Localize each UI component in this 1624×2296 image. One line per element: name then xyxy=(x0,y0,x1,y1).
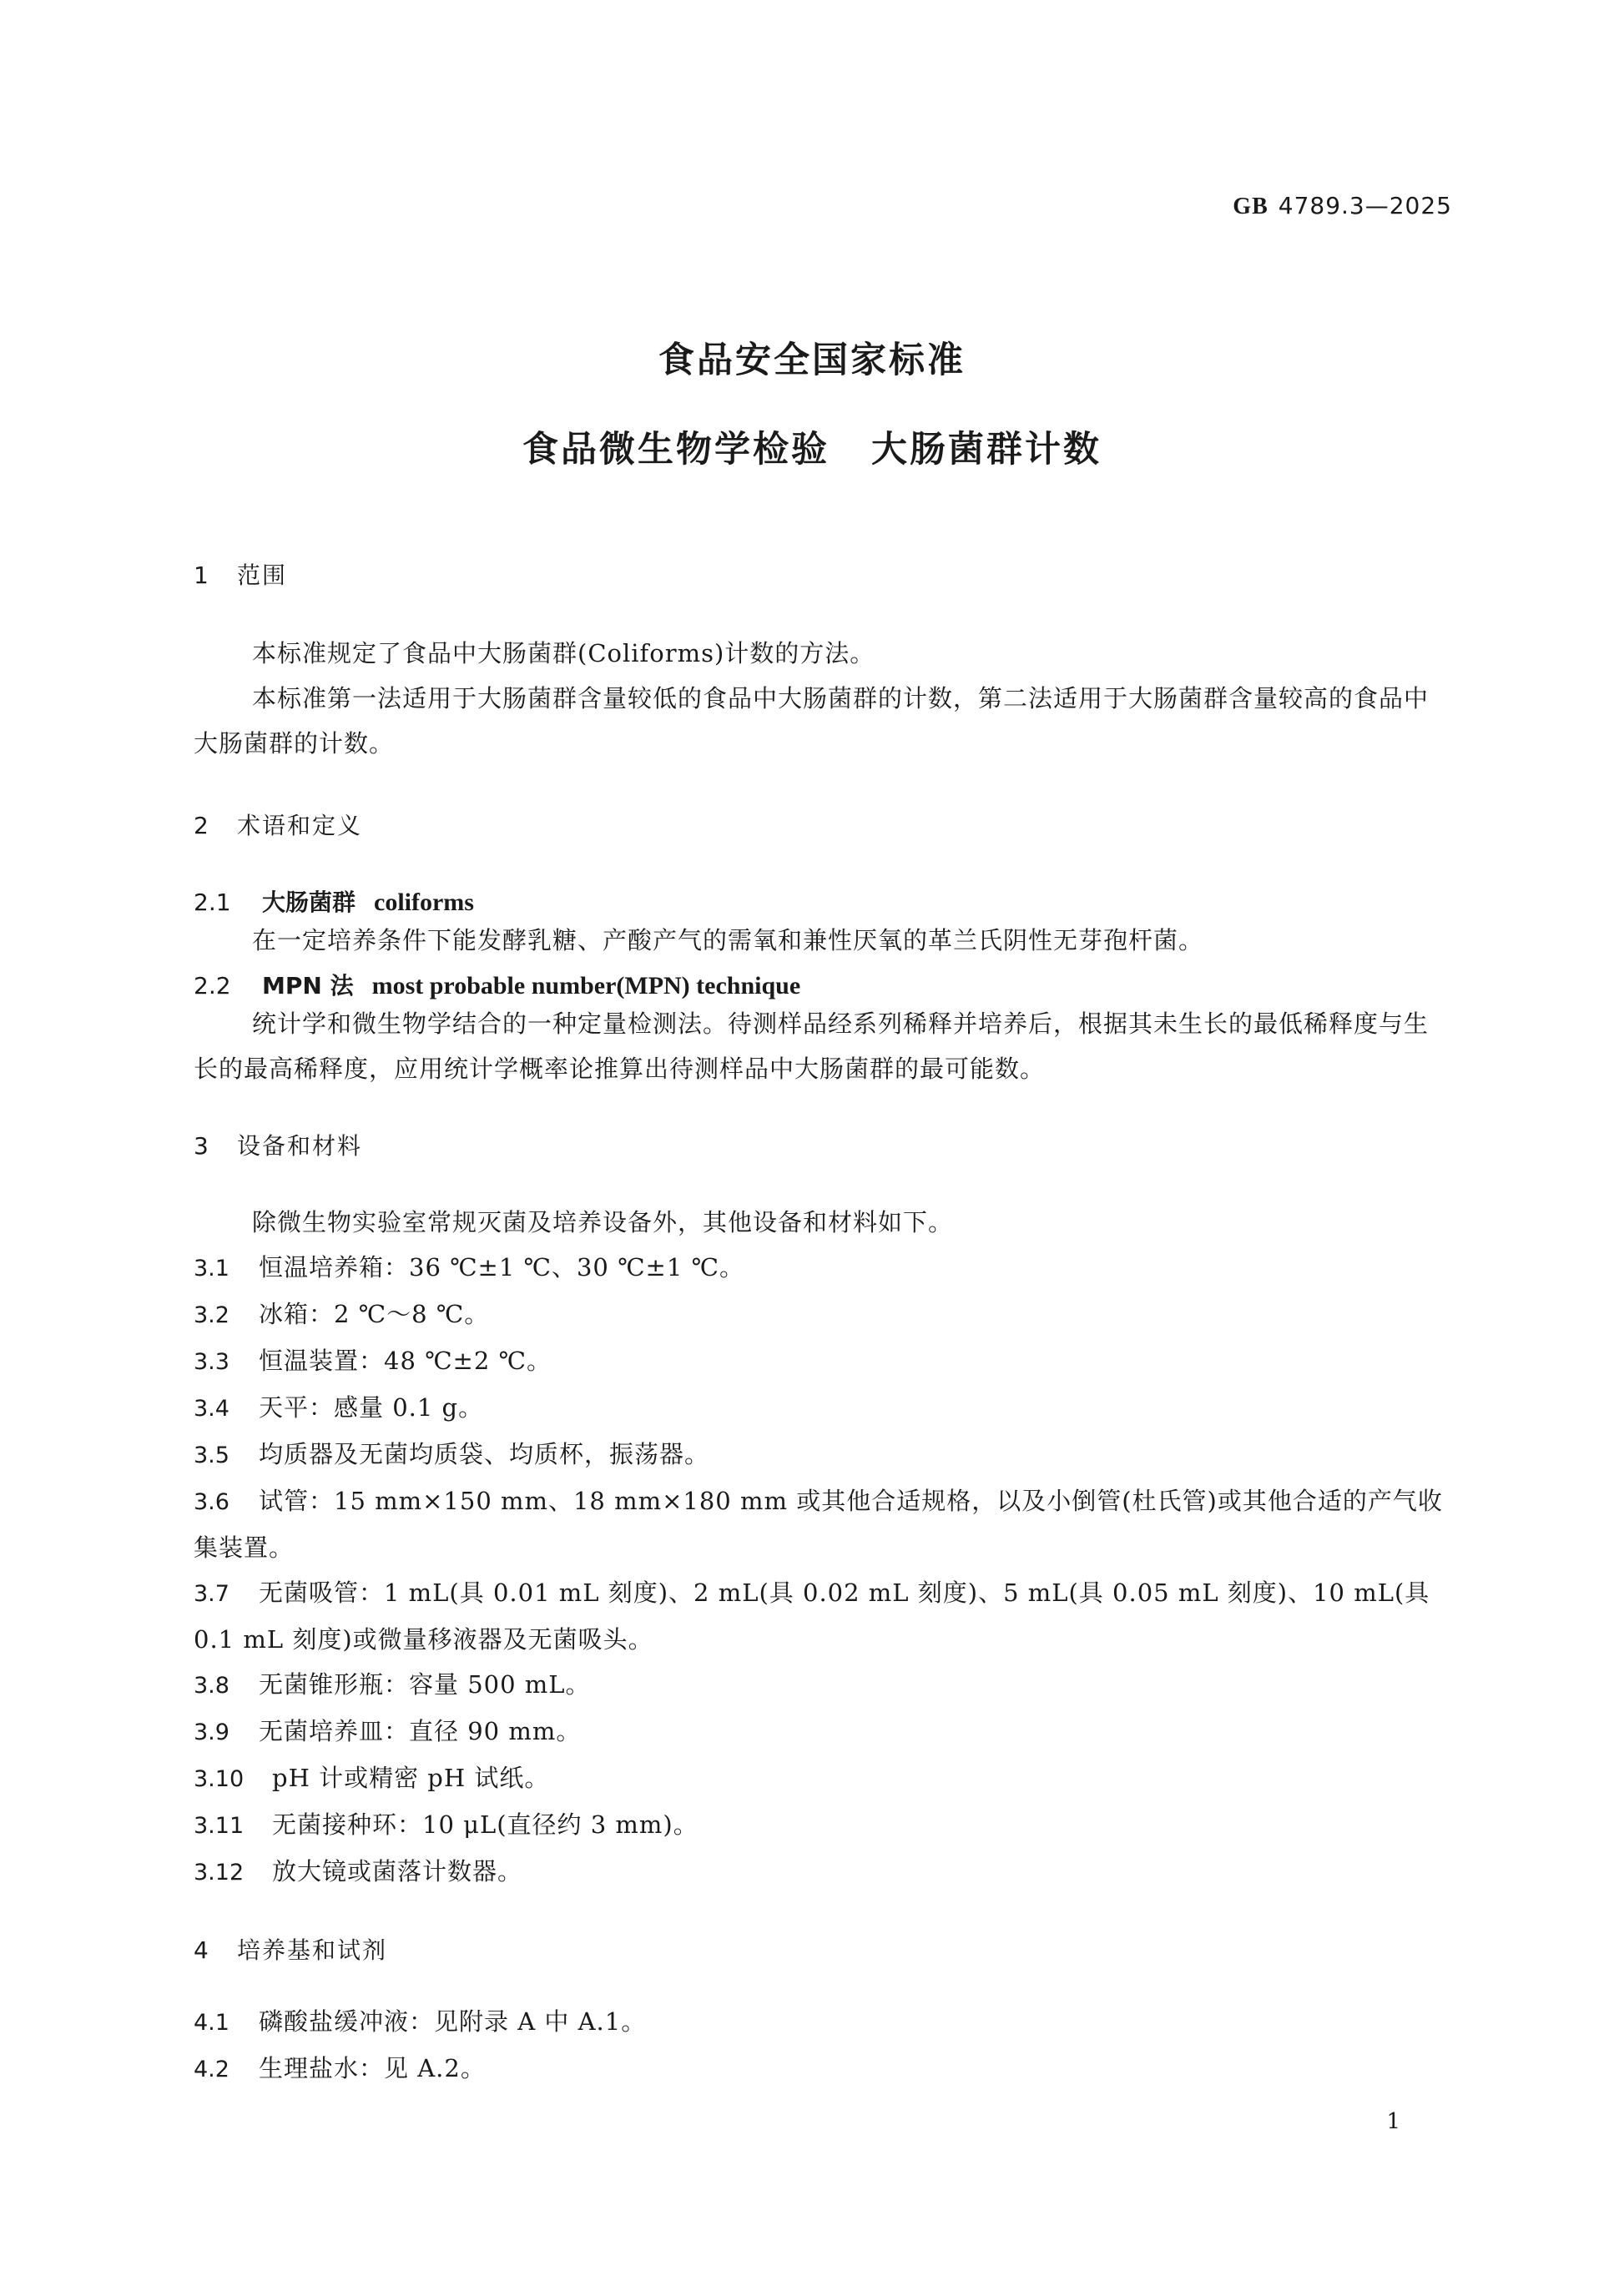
item-text: 无菌接种环：10 μL(直径约 3 mm)。 xyxy=(272,1810,699,1839)
item-text: 试管：15 mm×150 mm、18 mm×180 mm 或其他合适规格，以及小倒管(杜氏管)或其他合适的产气收集装置。 xyxy=(194,1487,1443,1562)
section-number: 1 xyxy=(194,561,209,589)
section-heading xyxy=(194,557,1452,591)
document-subtitle xyxy=(0,421,1624,472)
subtitle-part-2: 大肠菌群计数 xyxy=(871,429,1102,471)
list-item xyxy=(194,1432,1452,1478)
item-text: 生理盐水：见 A.2。 xyxy=(259,2054,486,2082)
definition-text: 在一定培养条件下能发酵乳糖、产酸产气的需氧和兼性厌氧的革兰氏阴性无芽孢杆菌。 xyxy=(252,926,1204,954)
definition-term-en: coliforms xyxy=(374,889,474,916)
item-number: 4.2 xyxy=(194,2057,229,2082)
section-title: 范围 xyxy=(237,561,288,589)
item-text: 无菌锥形瓶：容量 500 mL。 xyxy=(259,1670,591,1699)
section-heading xyxy=(194,808,1452,841)
definition-heading xyxy=(194,884,1452,918)
section-number: 4 xyxy=(194,1936,209,1964)
item-text: 均质器及无菌均质袋、均质杯，振荡器。 xyxy=(259,1440,710,1468)
definition-number: 2.1 xyxy=(194,889,231,916)
page-number: 1 xyxy=(1386,2109,1400,2134)
item-text: pH 计或精密 pH 试纸。 xyxy=(272,1764,550,1792)
item-text: 无菌吸管：1 mL(具 0.01 mL 刻度)、2 mL(具 0.02 mL 刻度)、5 mL(具 0.05 mL 刻度)、10 mL(具 0.1 mL 刻度)或微量移液器及无菌吸头。 xyxy=(194,1578,1430,1654)
standard-code: 4789.3—2025 xyxy=(1278,192,1452,219)
item-number: 3.12 xyxy=(194,1860,245,1886)
list-item xyxy=(194,1245,1452,1292)
item-number: 3.2 xyxy=(194,1302,229,1328)
definition-text: 统计学和微生物学结合的一种定量检测法。待测样品经系列稀释并培养后，根据其未生长的最低稀释度与生长的最高稀释度，应用统计学概率论推算出待测样品中大肠菌群的最可能数。 xyxy=(194,1010,1430,1083)
list-item xyxy=(194,1385,1452,1432)
item-text: 磷酸盐缓冲液：见附录 A 中 A.1。 xyxy=(259,2007,647,2036)
item-text: 恒温培养箱：36 ℃±1 ℃、30 ℃±1 ℃。 xyxy=(259,1253,744,1281)
item-number: 3.4 xyxy=(194,1396,229,1422)
list-item xyxy=(194,1802,1452,1849)
list-item xyxy=(194,1570,1452,1662)
item-number: 3.8 xyxy=(194,1673,229,1699)
item-number: 3.3 xyxy=(194,1349,229,1375)
item-number: 3.10 xyxy=(194,1766,245,1792)
document-title: 食品安全国家标准 xyxy=(658,340,966,381)
item-text: 放大镜或菌落计数器。 xyxy=(272,1857,523,1886)
definition-term: 大肠菌群 xyxy=(262,889,356,916)
item-number: 3.5 xyxy=(194,1443,229,1468)
list-item xyxy=(194,1755,1452,1802)
section-title: 培养基和试剂 xyxy=(237,1936,388,1964)
list-item xyxy=(194,1999,1452,2046)
definition-heading xyxy=(194,968,1452,1001)
list-item xyxy=(194,1478,1452,1570)
list-item xyxy=(194,1709,1452,1755)
item-number: 3.9 xyxy=(194,1719,229,1745)
item-number: 3.6 xyxy=(194,1489,229,1515)
item-number: 3.7 xyxy=(194,1581,229,1607)
list-item xyxy=(194,1292,1452,1338)
list-item xyxy=(194,1338,1452,1385)
item-text: 无菌培养皿：直径 90 mm。 xyxy=(259,1717,582,1745)
subtitle-part-1: 食品微生物学检验 xyxy=(522,429,830,471)
item-text: 天平：感量 0.1 g。 xyxy=(259,1393,484,1422)
section-number: 3 xyxy=(194,1132,209,1160)
definition-term-en: most probable number(MPN) technique xyxy=(371,972,801,999)
section-title: 设备和材料 xyxy=(237,1132,363,1160)
list-item xyxy=(194,1662,1452,1709)
section-number: 2 xyxy=(194,812,209,839)
definition-term: MPN 法 xyxy=(262,972,354,999)
item-text: 冰箱：2 ℃～8 ℃。 xyxy=(259,1300,490,1328)
paragraph: 本标准第一法适用于大肠菌群含量较低的食品中大肠菌群的计数，第二法适用于大肠菌群含量较高的食品中大肠菌群的计数。 xyxy=(194,684,1430,758)
definition-number: 2.2 xyxy=(194,972,231,999)
standard-number xyxy=(1233,192,1452,220)
item-number: 3.1 xyxy=(194,1256,229,1281)
section-heading xyxy=(194,1128,1452,1161)
item-number: 3.11 xyxy=(194,1813,245,1839)
item-number: 4.1 xyxy=(194,2010,229,2036)
document-body xyxy=(194,557,1452,2092)
section-heading xyxy=(194,1932,1452,1966)
list-item xyxy=(194,2046,1452,2092)
standard-prefix: GB xyxy=(1233,194,1268,219)
paragraph: 本标准规定了食品中大肠菌群(Coliforms)计数的方法。 xyxy=(252,639,875,667)
section-title: 术语和定义 xyxy=(237,812,363,839)
list-item xyxy=(194,1849,1452,1896)
paragraph: 除微生物实验室常规灭菌及培养设备外，其他设备和材料如下。 xyxy=(252,1208,954,1236)
item-text: 恒温装置：48 ℃±2 ℃。 xyxy=(259,1347,552,1375)
